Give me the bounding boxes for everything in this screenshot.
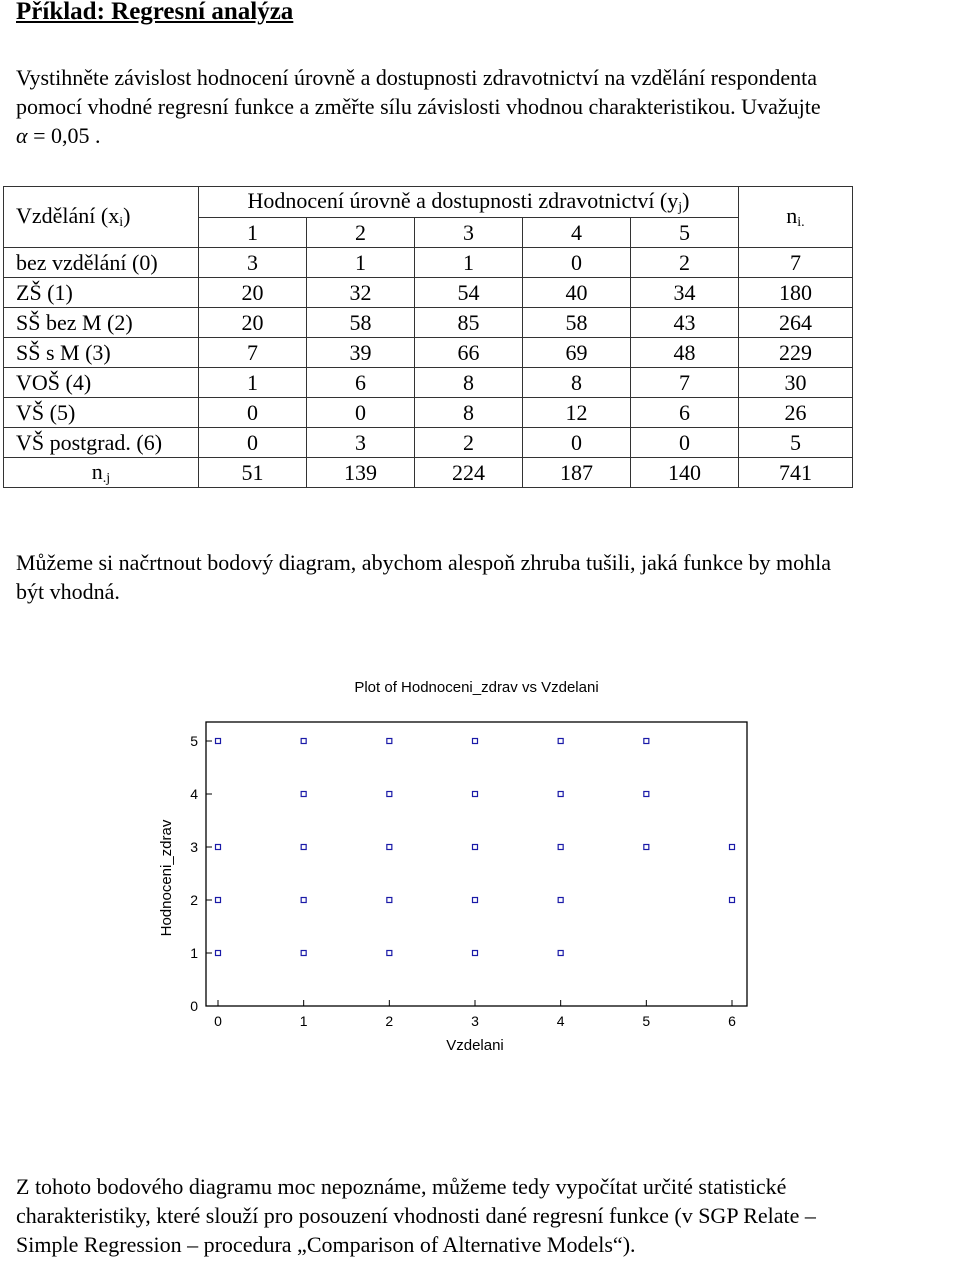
frequency-cell: 66 [415, 338, 523, 368]
column-header: 4 [523, 218, 631, 248]
scatter-chart [150, 670, 770, 1070]
y-tick-label: 3 [190, 839, 198, 855]
frequency-cell: 0 [199, 398, 307, 428]
scatter-point [644, 845, 649, 850]
alpha-value: = 0,05 . [33, 123, 101, 148]
scatter-point [644, 739, 649, 744]
plot-frame [206, 722, 747, 1006]
frequency-cell: 20 [199, 278, 307, 308]
frequency-cell: 0 [631, 428, 739, 458]
scatter-point [387, 739, 392, 744]
frequency-cell: 7 [631, 368, 739, 398]
scatter-point [558, 951, 563, 956]
frequency-cell: 6 [307, 368, 415, 398]
frequency-cell: 39 [307, 338, 415, 368]
frequency-cell: 32 [307, 278, 415, 308]
x-tick-label: 3 [471, 1013, 479, 1029]
page-title: Příklad: Regresní analýza [16, 0, 294, 25]
scatter-point [301, 898, 306, 903]
middle-paragraph [16, 548, 831, 606]
row-label: SŠ bez M (2) [4, 308, 199, 338]
column-header: 3 [415, 218, 523, 248]
table-body [4, 248, 853, 458]
scatter-point [558, 845, 563, 850]
scatter-point [387, 792, 392, 797]
x-tick-label: 5 [642, 1013, 651, 1029]
scatter-point [473, 792, 478, 797]
table-header-row [4, 187, 853, 218]
alpha-statement [16, 121, 100, 150]
y-tick-label: 0 [190, 998, 198, 1014]
y-tick-label: 5 [190, 733, 198, 749]
column-total: 139 [307, 458, 415, 488]
middle-line-2: být vhodná. [16, 579, 120, 604]
y-tick-label: 4 [190, 786, 198, 802]
frequency-cell: 20 [199, 308, 307, 338]
intro-paragraph [16, 63, 821, 121]
grand-total: 741 [739, 458, 853, 488]
column-header: 5 [631, 218, 739, 248]
scatter-point [473, 951, 478, 956]
scatter-point [216, 739, 221, 744]
scatter-point [730, 898, 735, 903]
table-row [4, 278, 853, 308]
row-total: 5 [739, 428, 853, 458]
column-total: 224 [415, 458, 523, 488]
closing-paragraph [16, 1172, 816, 1259]
scatter-point [473, 739, 478, 744]
row-label: bez vzdělání (0) [4, 248, 199, 278]
frequency-cell: 0 [523, 248, 631, 278]
column-total: 140 [631, 458, 739, 488]
frequency-cell: 0 [307, 398, 415, 428]
closing-line-3: Simple Regression – procedura „Comparison of Alternative Models“). [16, 1232, 636, 1257]
closing-line-1: Z tohoto bodového diagramu moc nepoznáme, můžeme tedy vypočítat určité statistické [16, 1174, 787, 1199]
scatter-point [301, 951, 306, 956]
row-label: VŠ (5) [4, 398, 199, 428]
column-total: 51 [199, 458, 307, 488]
y-axis-label: Hodnoceni_zdrav [158, 819, 175, 937]
chart-title: Plot of Hodnoceni_zdrav vs Vzdelani [354, 679, 599, 696]
scatter-point [301, 739, 306, 744]
row-label: ZŠ (1) [4, 278, 199, 308]
table-row [4, 338, 853, 368]
scatter-point [387, 898, 392, 903]
row-total: 26 [739, 398, 853, 428]
scatter-point [473, 898, 478, 903]
scatter-point [558, 792, 563, 797]
scatter-point [558, 739, 563, 744]
closing-line-2: charakteristiky, které slouží pro posouzení vhodnosti dané regresní funkce (v SGP Relate – [16, 1203, 816, 1228]
scatter-point [387, 951, 392, 956]
x-tick-label: 1 [299, 1013, 308, 1029]
scatter-point [644, 792, 649, 797]
row-total: 229 [739, 338, 853, 368]
frequency-cell: 54 [415, 278, 523, 308]
row-header-cell: Vzdělání $(x_i)$ [4, 187, 199, 248]
x-tick-label: 6 [728, 1013, 736, 1029]
table-row [4, 368, 853, 398]
contingency-table [3, 186, 853, 488]
scatter-point [558, 898, 563, 903]
scatter-point [216, 898, 221, 903]
y-tick-label: 1 [190, 945, 198, 961]
row-total: 7 [739, 248, 853, 278]
column-totals-row [4, 458, 853, 488]
x-tick-label: 0 [214, 1013, 222, 1029]
scatter-point [301, 845, 306, 850]
table-row [4, 248, 853, 278]
table-row [4, 308, 853, 338]
frequency-cell: 7 [199, 338, 307, 368]
frequency-cell: 2 [631, 248, 739, 278]
row-label: SŠ s M (3) [4, 338, 199, 368]
table-row [4, 428, 853, 458]
frequency-cell: 6 [631, 398, 739, 428]
frequency-cell: 43 [631, 308, 739, 338]
scatter-point [301, 792, 306, 797]
column-total: 187 [523, 458, 631, 488]
frequency-cell: 0 [523, 428, 631, 458]
row-total-header: $n_{i.}$ [739, 187, 853, 248]
column-header: 1 [199, 218, 307, 248]
row-total: 180 [739, 278, 853, 308]
frequency-cell: 1 [415, 248, 523, 278]
intro-line-1: Vystihněte závislost hodnocení úrovně a dostupnosti zdravotnictví na vzdělání respondenta [16, 65, 817, 90]
alpha-symbol: α [16, 123, 28, 148]
row-label: VŠ postgrad. (6) [4, 428, 199, 458]
frequency-cell: 12 [523, 398, 631, 428]
row-total: 30 [739, 368, 853, 398]
frequency-cell: 1 [199, 368, 307, 398]
row-label: VOŠ (4) [4, 368, 199, 398]
column-group-header: Hodnocení úrovně a dostupnosti zdravotnictví $(y_j)$ [199, 187, 739, 218]
middle-line-1: Můžeme si načrtnout bodový diagram, abychom alespoň zhruba tušili, jaká funkce by mohla [16, 550, 831, 575]
frequency-cell: 8 [415, 368, 523, 398]
frequency-cell: 2 [415, 428, 523, 458]
y-tick-label: 2 [190, 892, 198, 908]
frequency-cell: 34 [631, 278, 739, 308]
frequency-cell: 3 [199, 248, 307, 278]
column-totals-label: $n_{.j}$ [4, 458, 199, 488]
x-tick-label: 2 [385, 1013, 394, 1029]
frequency-cell: 8 [523, 368, 631, 398]
intro-line-2: pomocí vhodné regresní funkce a změřte sílu závislosti vhodnou charakteristikou. Uvažujte [16, 94, 821, 119]
row-total: 264 [739, 308, 853, 338]
scatter-point [473, 845, 478, 850]
frequency-cell: 48 [631, 338, 739, 368]
frequency-cell: 0 [199, 428, 307, 458]
frequency-cell: 69 [523, 338, 631, 368]
table-row [4, 398, 853, 428]
frequency-cell: 58 [307, 308, 415, 338]
frequency-cell: 58 [523, 308, 631, 338]
frequency-cell: 8 [415, 398, 523, 428]
scatter-point [216, 845, 221, 850]
scatter-point [216, 951, 221, 956]
column-header: 2 [307, 218, 415, 248]
frequency-cell: 3 [307, 428, 415, 458]
x-tick-label: 4 [556, 1013, 565, 1029]
scatter-point [387, 845, 392, 850]
frequency-cell: 40 [523, 278, 631, 308]
frequency-cell: 85 [415, 308, 523, 338]
scatter-point [730, 845, 735, 850]
frequency-cell: 1 [307, 248, 415, 278]
x-axis-label: Vzdelani [446, 1037, 504, 1054]
